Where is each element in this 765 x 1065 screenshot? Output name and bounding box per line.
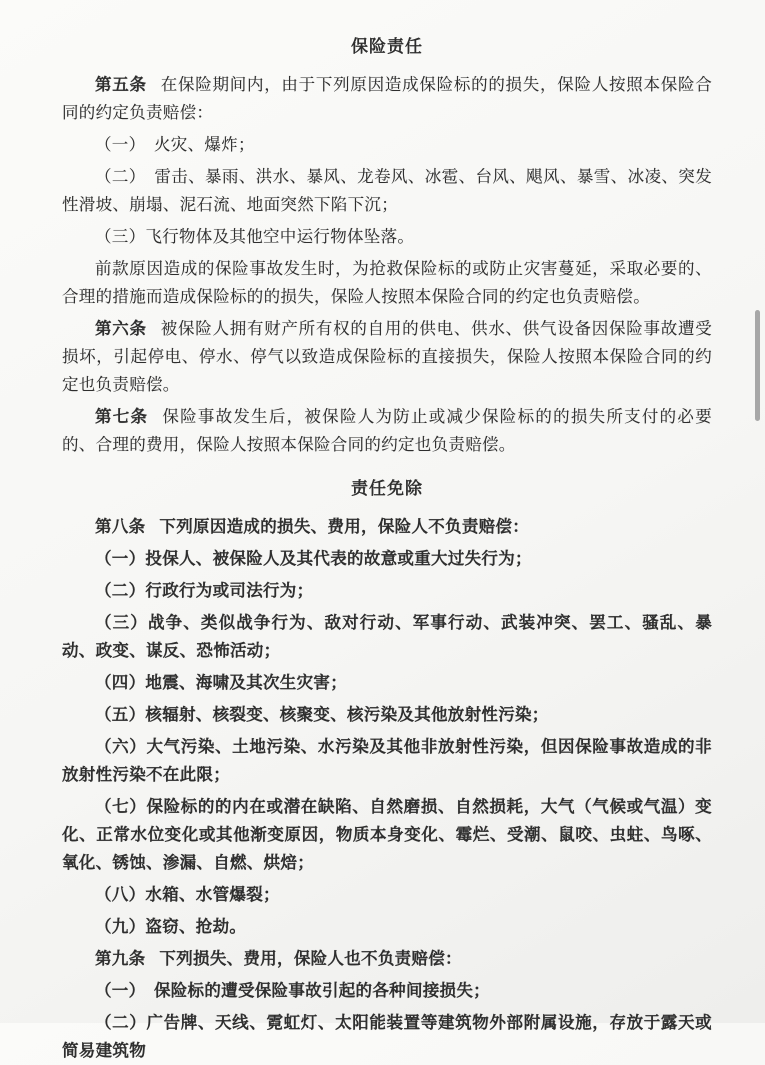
clause-8-item-8: （八）水箱、水管爆裂； bbox=[95, 885, 280, 904]
clause-9-item-1: （一） 保险标的遭受保险事故引起的各种间接损失； bbox=[95, 981, 490, 1000]
clause-6-text: 被保险人拥有财产所有权的自用的供电、供水、供气设备因保险事故遭受损坏，引起停电、停水、停气以致造成保险标的直接损失，保险人按照本保险合同的约定也负责赔偿。 bbox=[62, 319, 712, 394]
clause-8-number: 第八条 bbox=[95, 517, 146, 536]
clause-8 bbox=[62, 513, 712, 541]
clause-5 bbox=[62, 71, 712, 127]
clause-9-text: 下列损失、费用，保险人也不负责赔偿： bbox=[159, 949, 462, 968]
clause-8-item-4: （四）地震、海啸及其次生灾害； bbox=[95, 673, 347, 692]
clause-7 bbox=[62, 403, 712, 459]
clause-9-item-2: （二）广告牌、天线、霓虹灯、太阳能装置等建筑物外部附属设施，存放于露天或简易建筑物 bbox=[62, 1013, 712, 1060]
scrollbar-thumb[interactable] bbox=[755, 310, 760, 421]
clause-8-item-5: （五）核辐射、核裂变、核聚变、核污染及其他放射性污染； bbox=[95, 705, 549, 724]
clause-7-number: 第七条 bbox=[95, 407, 149, 426]
section-title-insurance-liability: 保险责任 bbox=[351, 37, 423, 56]
clause-5-number: 第五条 bbox=[95, 75, 147, 94]
clause-9-number: 第九条 bbox=[95, 949, 146, 968]
clause-8-item-9: （九）盗窃、抢劫。 bbox=[95, 917, 247, 936]
clause-5-item-1: （一） 火灾、爆炸； bbox=[95, 135, 255, 154]
clause-5-text: 在保险期间内，由于下列原因造成保险标的的损失，保险人按照本保险合同的约定负责赔偿： bbox=[62, 75, 712, 122]
clause-6 bbox=[62, 315, 712, 399]
clause-8-item-1: （一）投保人、被保险人及其代表的故意或重大过失行为； bbox=[95, 549, 532, 568]
clause-8-text: 下列原因造成的损失、费用，保险人不负责赔偿： bbox=[159, 517, 530, 536]
clause-9 bbox=[62, 945, 712, 973]
clause-8-item-7: （七）保险标的的内在或潜在缺陷、自然磨损、自然损耗，大气（气候或气温）变化、正常水位变化或其他渐变原因，物质本身变化、霉烂、受潮、鼠咬、虫蛀、鸟啄、氧化、锈蚀、渗漏、自燃、烘焙； bbox=[62, 797, 712, 872]
clause-8-item-6: （六）大气污染、土地污染、水污染及其他非放射性污染，但因保险事故造成的非放射性污染不在此限； bbox=[62, 737, 712, 784]
clause-5-item-2: （二） 雷击、暴雨、洪水、暴风、龙卷风、冰雹、台风、飓风、暴雪、冰凌、突发性滑坡、崩塌、泥石流、地面突然下陷下沉； bbox=[62, 167, 712, 214]
clause-5-supplement: 前款原因造成的保险事故发生时，为抢救保险标的或防止灾害蔓延，采取必要的、合理的措施而造成保险标的的损失，保险人按照本保险合同的约定也负责赔偿。 bbox=[62, 259, 712, 306]
clause-7-text: 保险事故发生后，被保险人为防止或减少保险标的的损失所支付的必要的、合理的费用，保险人按照本保险合同的约定也负责赔偿。 bbox=[62, 407, 712, 454]
clause-6-number: 第六条 bbox=[95, 319, 147, 338]
section-title-exclusions: 责任免除 bbox=[351, 479, 423, 498]
clause-8-item-2: （二）行政行为或司法行为； bbox=[95, 581, 314, 600]
clause-8-item-3: （三）战争、类似战争行为、敌对行动、军事行动、武装冲突、罢工、骚乱、暴动、政变、谋反、恐怖活动； bbox=[62, 613, 712, 660]
clause-5-item-3: （三）飞行物体及其他空中运行物体坠落。 bbox=[95, 227, 415, 246]
